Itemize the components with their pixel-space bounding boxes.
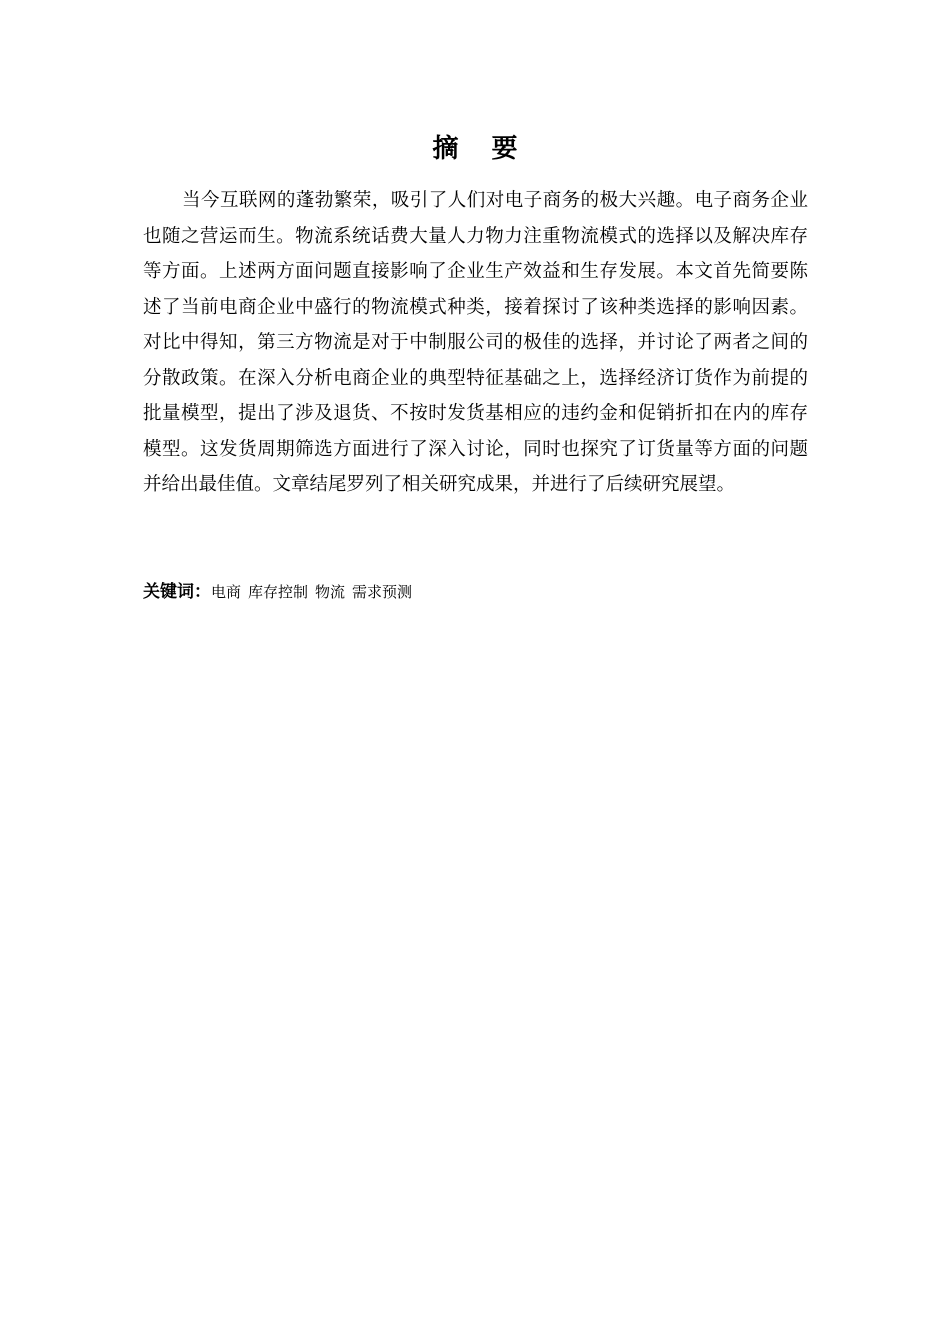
keyword-item: 需求预测 xyxy=(352,583,413,601)
keyword-item: 电商 xyxy=(211,583,242,601)
keyword-item: 库存控制 xyxy=(248,583,309,601)
keyword-item: 物流 xyxy=(315,583,346,601)
abstract-title: 摘 要 xyxy=(432,134,530,164)
abstract-body: 当今互联网的蓬勃繁荣，吸引了人们对电子商务的极大兴趣。电子商务企业也随之营运而生。物流系统话费大量人力物力注重物流模式的选择以及解决库存等方面。上述两方面问题直接影响了企业生产效益和生存发展。本文首先简要陈述了当前电商企业中盛行的物流模式种类，接着探讨了该种类选择的影响因素。对比中得知，第三方物流是对于中制服公司的极佳的选择，并讨论了两者之间的分散政策。在深入分析电商企业的典型特征基础之上，选择经济订货作为前提的批量模型，提出了涉及退货、不按时发货基相应的违约金和促销折扣在内的库存模型。这发货周期筛选方面进行了深入讨论，同时也探究了订货量等方面的问题并给出最佳值。文章结尾罗列了相关研究成果，并进行了后续研究展望。 xyxy=(143,190,808,495)
keywords-line xyxy=(143,579,808,605)
keywords-label: 关键词： xyxy=(143,582,211,602)
